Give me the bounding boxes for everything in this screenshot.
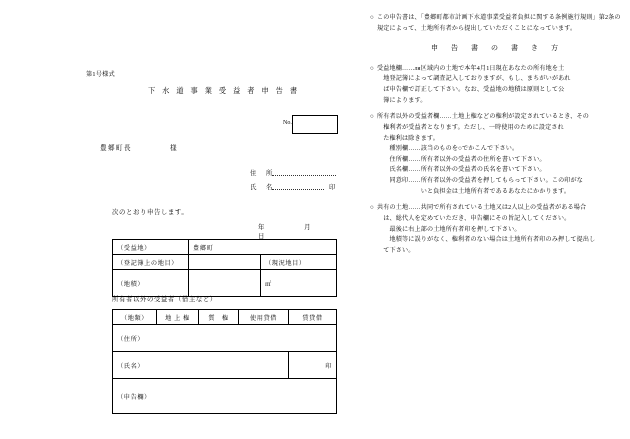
col-header-4[interactable]: 賃貸借 <box>289 310 337 325</box>
row-label: （地積） <box>113 270 189 297</box>
form-title: 下 水 道 事 業 受 益 者 申 告 書 <box>148 87 300 95</box>
note-line: 住所欄……所有者以外の受益者の住所を書いて下さい。 <box>377 156 546 163</box>
section-title-other-beneficiary: 所有者以外の受益者（借主など） <box>112 296 217 303</box>
note-line: 種別欄……該当のものを○でかこんで下さい。 <box>377 146 519 153</box>
col-header-1[interactable]: 地 上 権 <box>157 310 199 325</box>
note-other-beneficiary <box>370 112 622 197</box>
bullet-marker: ○ <box>370 114 374 121</box>
note-line: 地積等に誤りがなく、権利者のない場合は土地所有者印のみ押して提出し <box>377 237 596 244</box>
col-header-0: （地類） <box>113 310 157 325</box>
name-label: 氏 名 <box>250 184 274 191</box>
address-row-label[interactable]: （住所） <box>113 325 337 352</box>
no-label: No. <box>283 120 292 126</box>
note-intro-text: この申告書は、「豊郷町都市計画下水道事業受益者負担に関する条例施行規則」第2条の規定によって、土地所有者から提出していただくことになっています。 <box>377 15 621 32</box>
受益地-table <box>112 239 337 297</box>
table-row <box>113 352 337 379</box>
col-header-3[interactable]: 使用貸借 <box>239 310 289 325</box>
table-row <box>113 270 337 297</box>
note-line: 最後に右上部の土地所有者印を押して下さい。 <box>377 226 521 233</box>
note-受益地 <box>370 64 622 107</box>
note-line: 簿によります。 <box>377 97 427 104</box>
note-line: て下さい。 <box>377 248 415 255</box>
note-line: 所有者以外の受益者欄……土地上権などの権利が設定されているとき、その <box>377 114 590 121</box>
row-value[interactable] <box>189 255 261 270</box>
date-line: 年 月 日 <box>258 224 351 240</box>
note-shared-land <box>370 203 622 256</box>
notes-column <box>370 0 622 439</box>
address-label: 住 所 <box>250 170 274 177</box>
seal-mark: 印 <box>329 184 336 191</box>
table-header-row <box>113 310 337 325</box>
note-line: 地登記簿によって調査記入しておりますが、もし、まちがいがあれ <box>377 76 571 83</box>
bullet-marker: ○ <box>370 65 374 72</box>
row-label: （受益地） <box>113 240 189 255</box>
row-label: （登記簿上の地目） <box>113 255 189 270</box>
note-line: 同意印……所有者以外の受益者を押してもらって下さい。この印がな <box>377 178 584 185</box>
row-label-2: （現況地目） <box>261 255 337 270</box>
no-input-box[interactable] <box>292 115 338 134</box>
howto-title: 申 告 書 の 書 き 方 <box>431 44 561 53</box>
note-line: ば申告欄で訂正して下さい。なお、受益地の地積は原則として公 <box>377 86 565 93</box>
bullet-marker: ○ <box>370 205 374 212</box>
table-row <box>113 325 337 352</box>
name-row-label[interactable]: （氏名） <box>113 352 289 379</box>
addressee-mayor: 豊郷町長 <box>100 145 132 152</box>
bullet-marker: ○ <box>370 15 374 21</box>
note-line: た権利は除きます。 <box>377 135 439 142</box>
form-style-number: 第1号様式 <box>86 71 115 78</box>
col-header-2[interactable]: 質 権 <box>199 310 239 325</box>
note-line: 受益地欄……ля区域内の土地で本年4月1日現在あなたの所有地を土 <box>377 65 565 72</box>
row-unit: ㎡ <box>261 270 337 297</box>
remarks-row-label[interactable]: （申告欄） <box>113 379 337 414</box>
note-intro <box>370 13 622 34</box>
declaration-text: 次のとおり申告します。 <box>112 209 189 216</box>
row-value[interactable] <box>189 270 261 297</box>
row-value[interactable]: 豊郷町 <box>189 240 337 255</box>
note-line: は、総代人を定めていただき、申告欄にその旨記入してください。 <box>377 216 571 223</box>
addressee-honorific: 様 <box>170 145 177 152</box>
note-line: 氏名欄……所有者以外の受益者の氏名を書いて下さい。 <box>377 167 546 174</box>
note-line: 共有の土地……共同で所有されている土地又は2人以上の受益者がある場合 <box>377 205 587 212</box>
other-beneficiary-table <box>112 309 337 414</box>
note-line: いと負担金は土地所有者であるあなたにかかります。 <box>377 188 571 195</box>
name-input-line[interactable] <box>272 189 324 190</box>
table-row <box>113 379 337 414</box>
note-line: 権利者が受益者となります。ただし、一時使用のために設定され <box>377 124 564 131</box>
table-row <box>113 240 337 255</box>
seal-mark-cell: 印 <box>289 352 337 379</box>
address-input-line[interactable] <box>272 175 336 176</box>
table-row <box>113 255 337 270</box>
